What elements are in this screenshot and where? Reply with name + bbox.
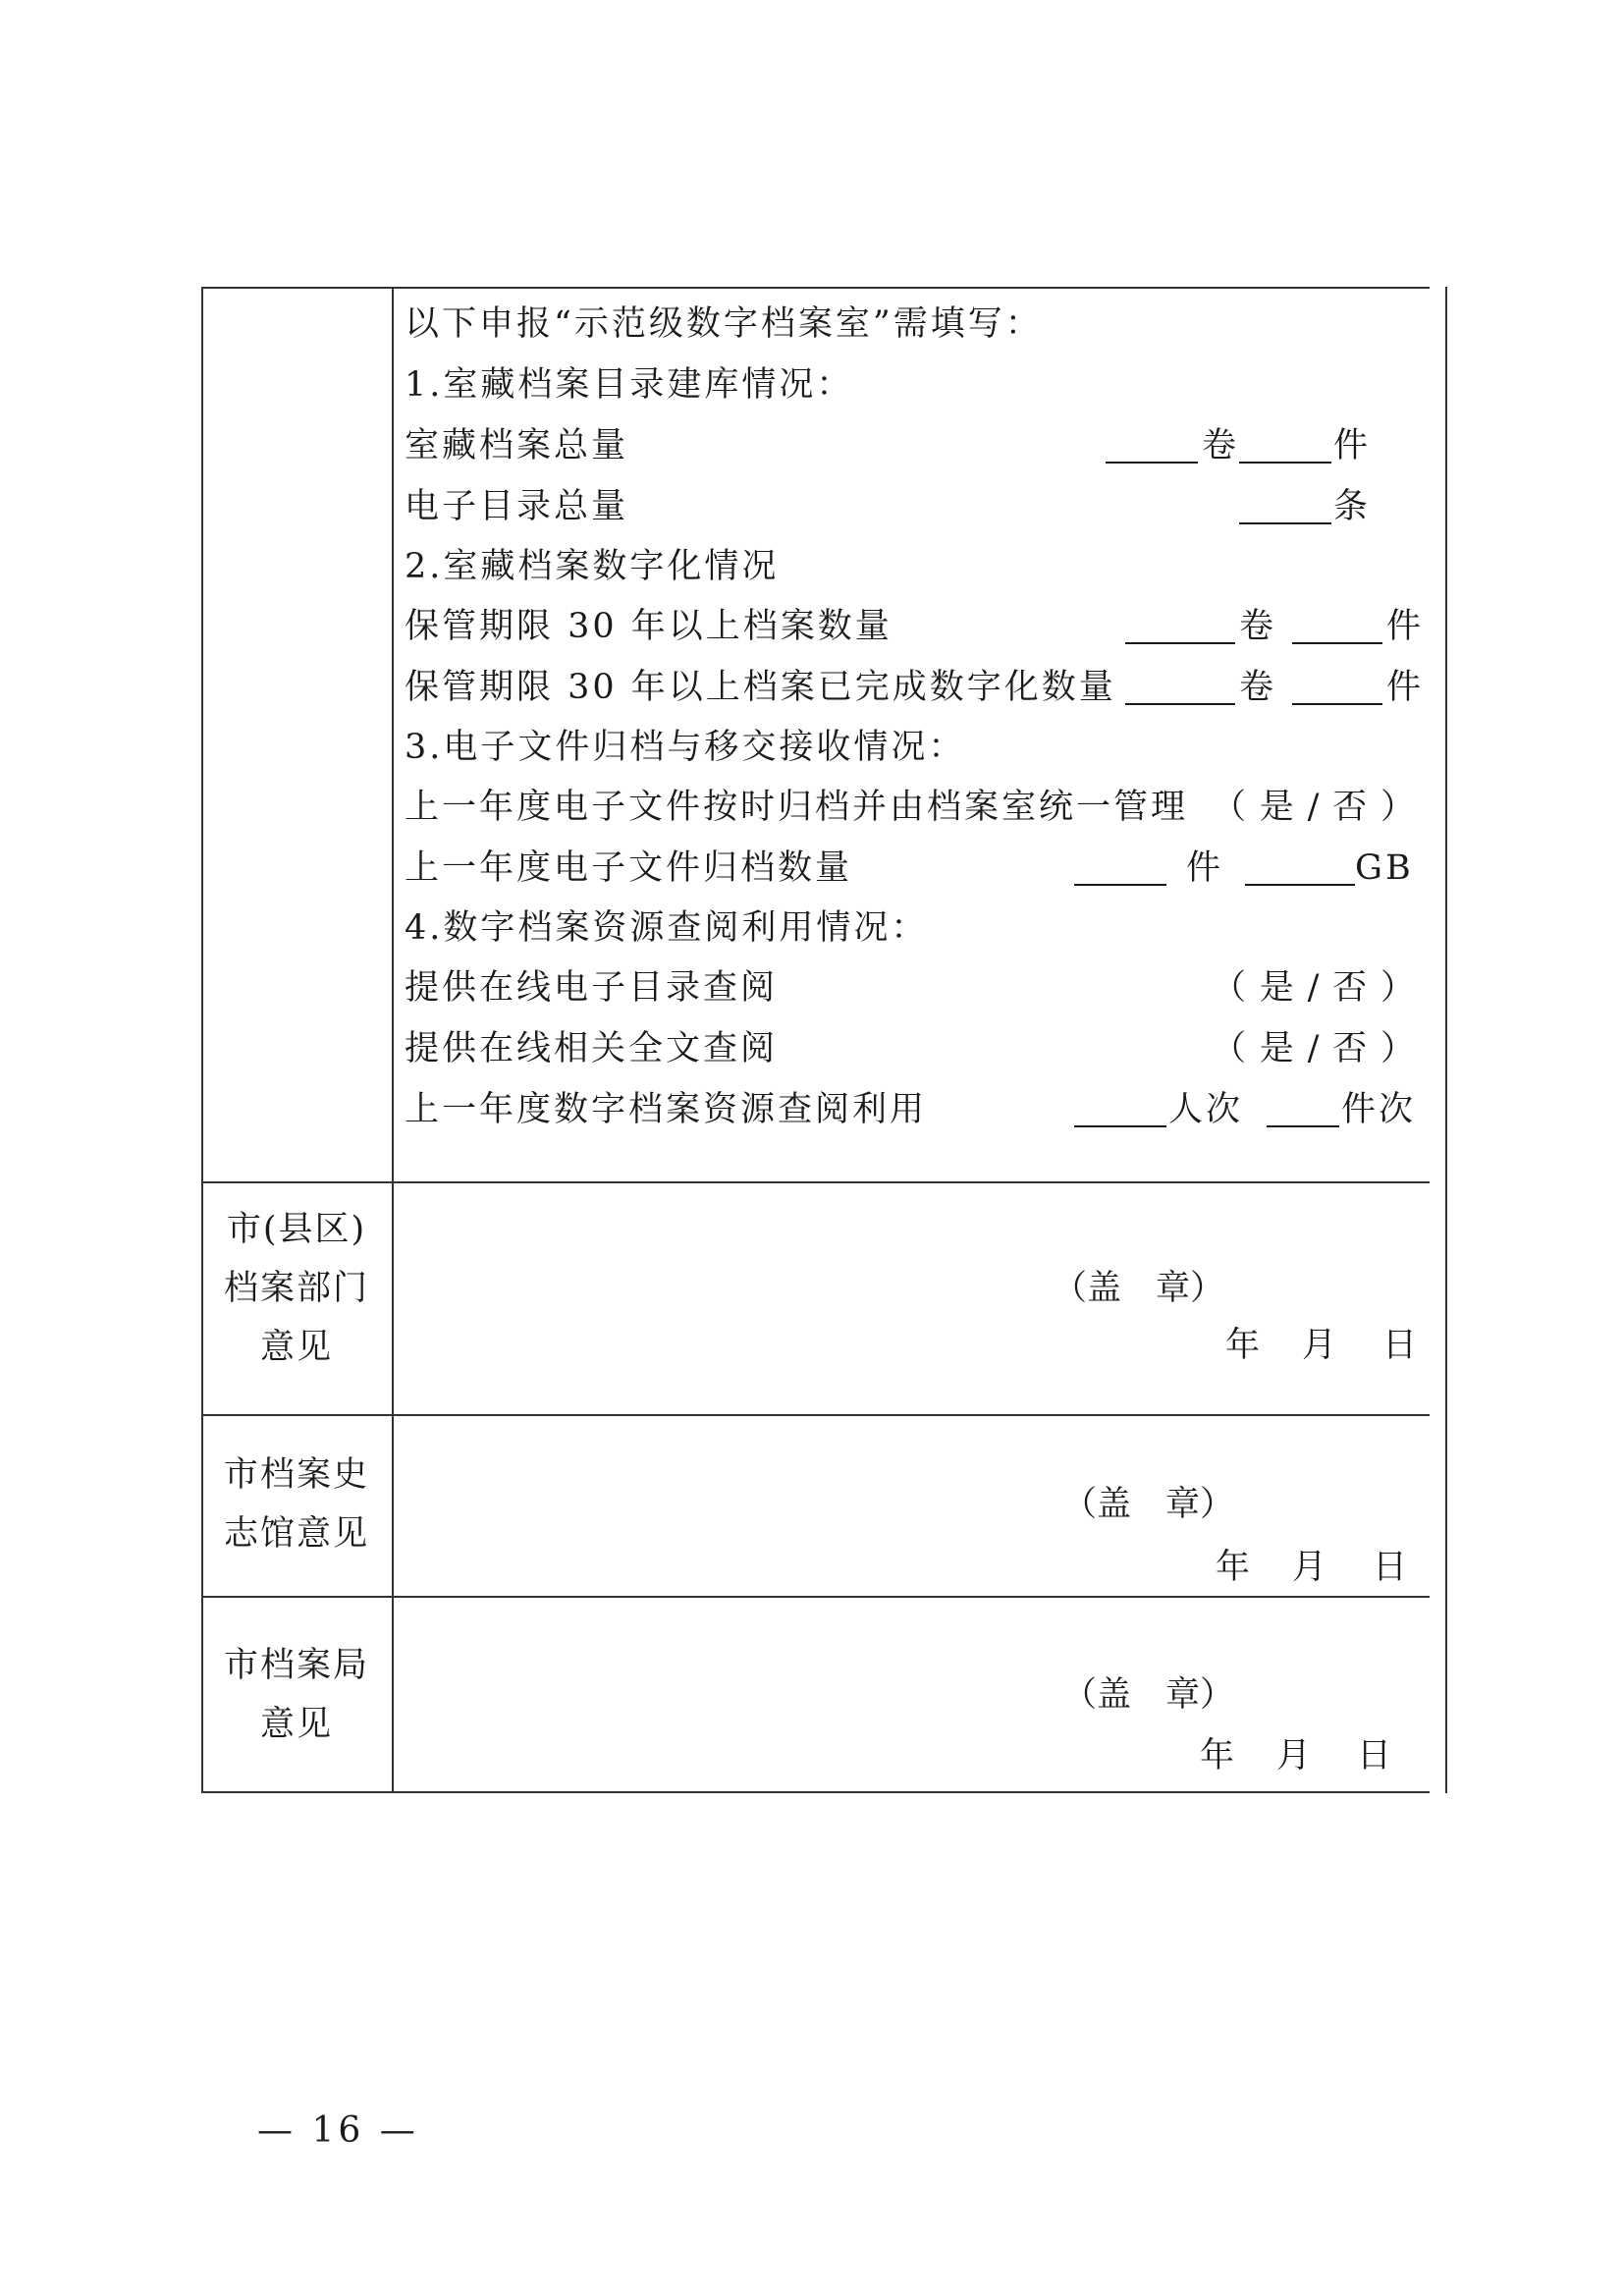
usage-label: 上一年度数字档案资源查阅利用 [405, 1090, 928, 1129]
date-day: 日 [1382, 1326, 1418, 1365]
history-museum-date [1216, 1538, 1412, 1597]
usage-people-unit: 人次 [1168, 1090, 1244, 1129]
no-option[interactable]: 否 [1332, 1029, 1371, 1068]
no-option[interactable]: 否 [1332, 788, 1371, 827]
over30-juan-unit: 卷 [1239, 607, 1277, 646]
total-juan-blank[interactable] [1106, 462, 1198, 464]
row-divider-2 [201, 1414, 1430, 1416]
usage-people-blank[interactable] [1074, 1125, 1166, 1127]
catalog-online-yes-no[interactable] [1212, 958, 1418, 1017]
yes-no-sep: / [1307, 788, 1323, 827]
over30-jian-unit: 件 [1386, 607, 1425, 646]
total-archives-label: 室藏档案总量 [405, 426, 629, 465]
yes-option[interactable]: 是 [1259, 788, 1297, 827]
fulltext-online-yes-no[interactable] [1212, 1019, 1418, 1078]
intro-text: 以下申报“示范级数字档案室”需填写： [405, 304, 1043, 344]
over30-label: 保管期限 30 年以上档案数量 [405, 607, 893, 646]
column-divider [392, 287, 394, 1793]
ontime-label: 上一年度电子文件按时归档并由档案室统一管理 [405, 788, 1189, 827]
section3-title-line [405, 718, 1426, 777]
digitized-jian-blank[interactable] [1292, 703, 1382, 705]
fulltext-online-line [405, 1019, 1426, 1078]
catalog-online-line [405, 958, 1426, 1017]
digitized-line [405, 658, 1426, 717]
yes-option[interactable]: 是 [1259, 968, 1297, 1008]
over30-line [405, 597, 1426, 656]
date-year: 年 [1225, 1326, 1261, 1365]
fulltext-online-label: 提供在线相关全文查阅 [405, 1029, 779, 1068]
digitized-jian-unit: 件 [1386, 668, 1425, 707]
archived-gb-unit: GB [1355, 848, 1414, 888]
archived-gb-blank[interactable] [1245, 884, 1355, 886]
section1-title: 1.室藏档案目录建库情况： [405, 365, 854, 405]
archives-bureau-date [1200, 1726, 1396, 1785]
table-right-border [1445, 287, 1447, 1793]
county-archives-opinion-label: 市(县区) 档案部门 意见 [223, 1210, 369, 1367]
yes-no-open: （ [1212, 788, 1250, 827]
archived-jian-blank[interactable] [1074, 884, 1166, 886]
archived-count-line [405, 839, 1426, 898]
ontime-yes-no[interactable] [1212, 778, 1418, 837]
date-day: 日 [1373, 1548, 1408, 1587]
total-jian-blank[interactable] [1239, 462, 1331, 464]
intro-line [405, 295, 1426, 354]
total-juan-unit: 卷 [1202, 426, 1240, 465]
section2-title: 2.室藏档案数字化情况 [405, 547, 780, 586]
catalog-online-label: 提供在线电子目录查阅 [405, 968, 779, 1008]
archives-bureau-opinion-label: 市档案局 意见 [223, 1646, 369, 1744]
yes-no-close: ） [1380, 968, 1418, 1008]
history-museum-opinion-label: 市档案史 志馆意见 [223, 1455, 369, 1554]
table-left-border [201, 287, 203, 1793]
section2-title-line [405, 537, 1426, 596]
section4-title-line [405, 899, 1426, 957]
yes-no-sep: / [1307, 968, 1323, 1008]
county-date [1225, 1316, 1422, 1375]
archived-count-label: 上一年度电子文件归档数量 [405, 848, 853, 888]
archives-bureau-stamp-text: （盖 章） [1062, 1675, 1235, 1715]
yes-option[interactable]: 是 [1259, 1029, 1297, 1068]
table-bottom-border [201, 1791, 1430, 1793]
yes-no-close: ） [1380, 1029, 1418, 1068]
catalog-total-label: 电子目录总量 [405, 487, 629, 526]
date-month: 月 [1276, 1736, 1312, 1776]
section3-title: 3.电子文件归档与移交接收情况： [405, 728, 966, 767]
date-day: 日 [1357, 1736, 1392, 1776]
date-month: 月 [1302, 1326, 1337, 1365]
section1-title-line [405, 355, 1426, 414]
county-stamp-text: （盖 章） [1053, 1269, 1225, 1308]
usage-items-unit: 件次 [1341, 1090, 1417, 1129]
digitized-juan-unit: 卷 [1239, 668, 1277, 707]
digitized-label: 保管期限 30 年以上档案已完成数字化数量 [405, 668, 1116, 707]
row-divider-1 [201, 1181, 1430, 1183]
date-month: 月 [1292, 1548, 1327, 1587]
yes-no-sep: / [1307, 1029, 1323, 1068]
yes-no-close: ） [1380, 788, 1418, 827]
catalog-total-unit: 条 [1333, 487, 1372, 526]
page-number: — 16 — [257, 2110, 419, 2151]
digitized-juan-blank[interactable] [1125, 703, 1235, 705]
total-jian-unit: 件 [1333, 426, 1372, 465]
catalog-total-blank[interactable] [1239, 522, 1331, 524]
ontime-line [405, 778, 1426, 837]
no-option[interactable]: 否 [1332, 968, 1371, 1008]
date-year: 年 [1200, 1736, 1235, 1776]
yes-no-open: （ [1212, 968, 1250, 1008]
yes-no-open: （ [1212, 1029, 1250, 1068]
archived-jian-unit: 件 [1186, 848, 1224, 888]
section4-title: 4.数字档案资源查阅利用情况： [405, 908, 929, 948]
usage-line [405, 1080, 1426, 1139]
history-museum-stamp-text: （盖 章） [1062, 1485, 1235, 1524]
usage-items-blank[interactable] [1267, 1125, 1339, 1127]
date-year: 年 [1216, 1548, 1251, 1587]
total-archives-line [405, 416, 1426, 475]
over30-juan-blank[interactable] [1125, 642, 1235, 644]
table-top-border [201, 287, 1430, 289]
catalog-total-line [405, 477, 1426, 536]
over30-jian-blank[interactable] [1292, 642, 1382, 644]
